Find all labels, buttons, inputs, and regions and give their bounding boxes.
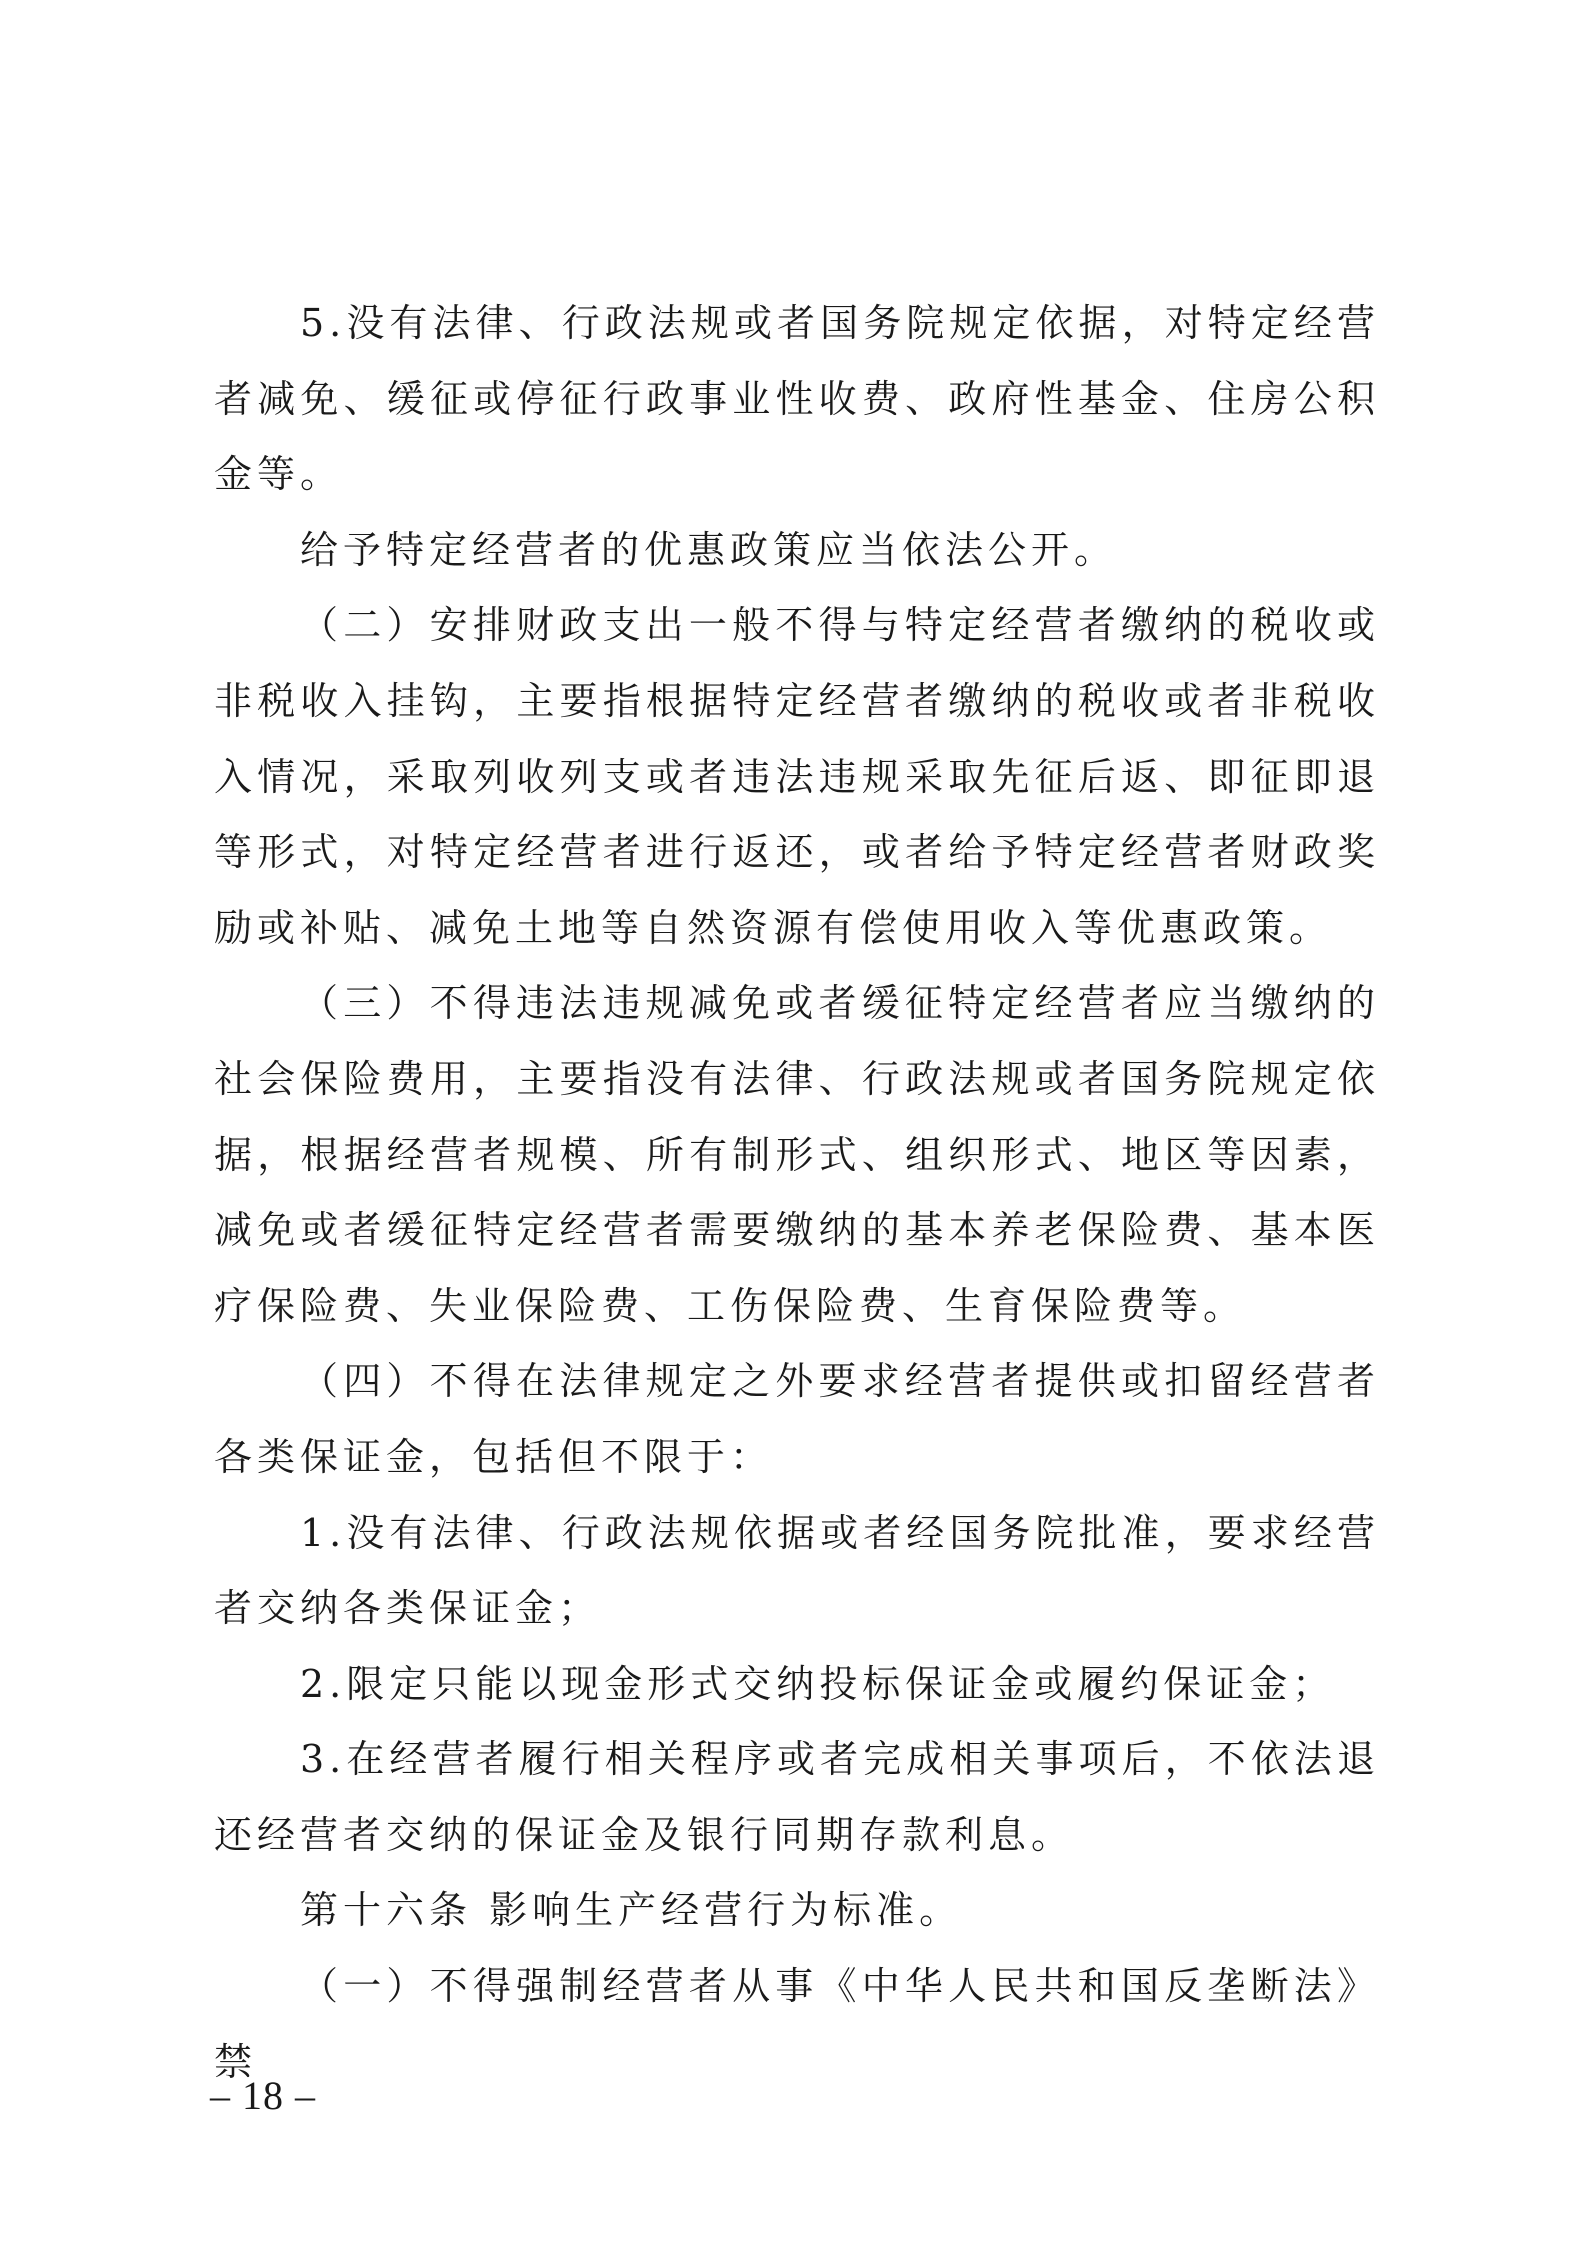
paragraph-deposit-item-2: 2.限定只能以现金形式交纳投标保证金或履约保证金； — [300, 1661, 1336, 1706]
article-16-heading: 第十六条 影响生产经营行为标准。 — [300, 1888, 963, 1933]
document-body — [214, 286, 1380, 2100]
paragraph-item-5-fees: 5.没有法律、行政法规或者国务院规定依据，对特定经营者减免、缓征或停征行政事业性收费、政府性基金、住房公积金等。 — [214, 301, 1380, 497]
paragraph-section-4-deposits: （四）不得在法律规定之外要求经营者提供或扣留经营者各类保证金，包括但不限于： — [214, 1359, 1380, 1479]
paragraph-deposit-item-1: 1.没有法律、行政法规依据或者经国务院批准，要求经营者交纳各类保证金； — [214, 1510, 1380, 1631]
paragraph-section-2-fiscal-expenditure: （二）安排财政支出一般不得与特定经营者缴纳的税收或非税收入挂钩，主要指根据特定经营者缴纳的税收或者非税收入情况，采取列收列支或者违法违规采取先征后返、即征即退等形式，对特定经营者进行返还，或者给予特定经营者财政奖励或补贴、减免土地等自然资源有偿使用收入等优惠政策。 — [214, 603, 1380, 950]
paragraph-article-16-section-1: （一）不得强制经营者从事《中华人民共和国反垄断法》禁 — [214, 1964, 1380, 2084]
paragraph-deposit-item-3: 3.在经营者履行相关程序或者完成相关事项后，不依法退还经营者交纳的保证金及银行同期存款利息。 — [214, 1737, 1380, 1857]
page-number: – 18 – — [210, 2073, 316, 2118]
paragraph-section-3-social-insurance: （三）不得违法违规减免或者缓征特定经营者应当缴纳的社会保险费用，主要指没有法律、行政法规或者国务院规定依据，根据经营者规模、所有制形式、组织形式、地区等因素，减免或者缓征特定经营者需要缴纳的基本养老保险费、基本医疗保险费、失业保险费、工伤保险费、生育保险费等。 — [214, 981, 1380, 1328]
paragraph-preferential-policy-disclosure: 给予特定经营者的优惠政策应当依法公开。 — [300, 527, 1118, 572]
